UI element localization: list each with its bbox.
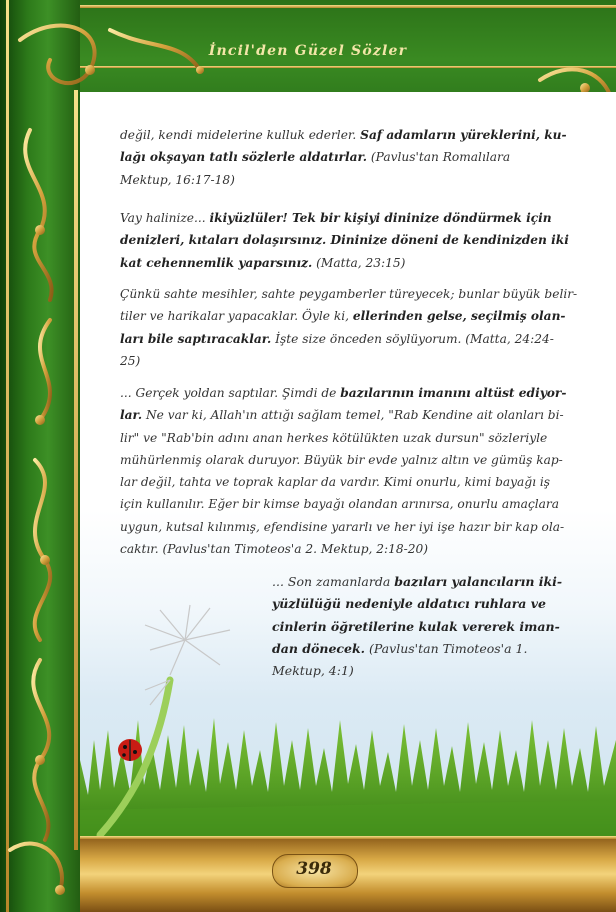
emphasis-text: lar. [120, 408, 143, 423]
text-line [120, 449, 563, 471]
running-header-title: İncil'den Güzel Sözler [208, 43, 408, 59]
text-run: Mektup, 16:17-18) [120, 172, 235, 187]
emphasis-text: Saf adamların yüreklerini, ku- [360, 128, 567, 142]
text-run: caktır. (Pavlus'tan Timoteos'a 2. Mektup, 2:18-20) [120, 542, 429, 557]
text-line [272, 593, 546, 615]
text-run: ... Gerçek yoldan saptılar. Şimdi de [120, 386, 341, 400]
emphasis-text: ları bile saptıracaklar. [120, 331, 272, 346]
text-line [120, 252, 532, 274]
text-line [120, 404, 564, 426]
text-run: İşte size önceden söylüyorum. (Matta, 24:24- [271, 331, 554, 346]
text-run: mühürlenmiş olarak duruyor. Büyük bir evde yalnız altın ve gümüş kap- [120, 452, 563, 467]
text-run: lar değil, tahta ve toprak kaplar da vardır. Kimi onurlu, kimi bayağı iş [120, 475, 551, 490]
emphasis-text: lağı okşayan tatlı sözlerle aldatırlar. [120, 150, 368, 165]
text-line [120, 229, 569, 251]
text-run: uygun, kutsal kılınmış, efendisine yararlı ve her iyi işe hazır bir kap ola- [120, 519, 565, 534]
emphasis-text: bazıları yalancıların iki- [394, 574, 563, 589]
paragraph [120, 283, 578, 372]
text-run: (Matta, 23:15) [312, 255, 406, 270]
text-line [120, 516, 565, 538]
emphasis-text: cinlerin öğretilerine kulak vererek iman- [272, 618, 560, 634]
text-line [120, 350, 532, 372]
text-line [272, 571, 563, 593]
emphasis-text: dan dönecek. [272, 640, 365, 656]
text-run: ... Son zamanlarda [272, 574, 395, 589]
text-run: 25) [120, 353, 141, 368]
text-run: (Pavlus'tan Romalılara [367, 150, 511, 165]
emphasis-text: yüzlülüğü nedeniyle aldatıcı ruhlara ve [272, 596, 546, 612]
text-line [272, 616, 560, 638]
emphasis-text: kat cehennemlik yaparsınız. [120, 255, 313, 270]
text-line [120, 328, 554, 350]
text-line [120, 427, 548, 449]
text-run: lir" ve "Rab'bin adını anan herkes kötülükten uzak dursun" sözleriyle [120, 430, 548, 445]
paragraph [120, 382, 567, 560]
text-line [120, 169, 532, 191]
text-run: tiler ve harikalar yapacaklar. Öyle ki, [120, 309, 353, 324]
text-run: Mektup, 4:1) [272, 663, 354, 679]
text-line [120, 207, 552, 229]
dandelion-illustration [90, 600, 260, 840]
text-run: değil, kendi midelerine kulluk ederler. [120, 128, 361, 142]
text-run: (Pavlus'tan Timoteos'a 1. [364, 640, 528, 656]
paragraph [120, 124, 567, 191]
ladybug-icon [118, 739, 142, 761]
paragraph [272, 571, 563, 682]
emphasis-text: denizleri, kıtaları dolaşırsınız. Dininize döneni de kendinizden iki [120, 233, 569, 248]
text-line [120, 493, 560, 515]
text-run: Ne var ki, Allah'ın attığı sağlam temel, "Rab Kendine ait olanları bi- [142, 408, 564, 423]
emphasis-text: ikiyüzlüler! Tek bir kişiyi dininize döndürmek için [209, 211, 552, 225]
paragraph [120, 207, 569, 274]
text-line [120, 538, 532, 560]
text-line [120, 471, 551, 493]
text-run: Vay halinize... [120, 211, 210, 225]
emphasis-text: ellerinden gelse, seçilmiş olan- [352, 309, 566, 324]
text-line [272, 660, 534, 682]
text-line [272, 638, 534, 660]
page-number: 398 [296, 859, 332, 879]
text-line [120, 146, 532, 168]
text-line [120, 382, 567, 404]
footer-gold-rule [80, 836, 616, 839]
emphasis-text: bazılarının imanını altüst ediyor- [340, 386, 567, 400]
text-run: Çünkü sahte mesihler, sahte peygamberler türeyecek; bunlar büyük belir- [120, 287, 578, 301]
text-line [120, 283, 578, 305]
text-run: için kullanılır. Eğer bir kimse bayağı olandan arınırsa, onurlu amaçlara [120, 497, 560, 512]
text-line [120, 124, 567, 146]
text-line [120, 305, 566, 327]
